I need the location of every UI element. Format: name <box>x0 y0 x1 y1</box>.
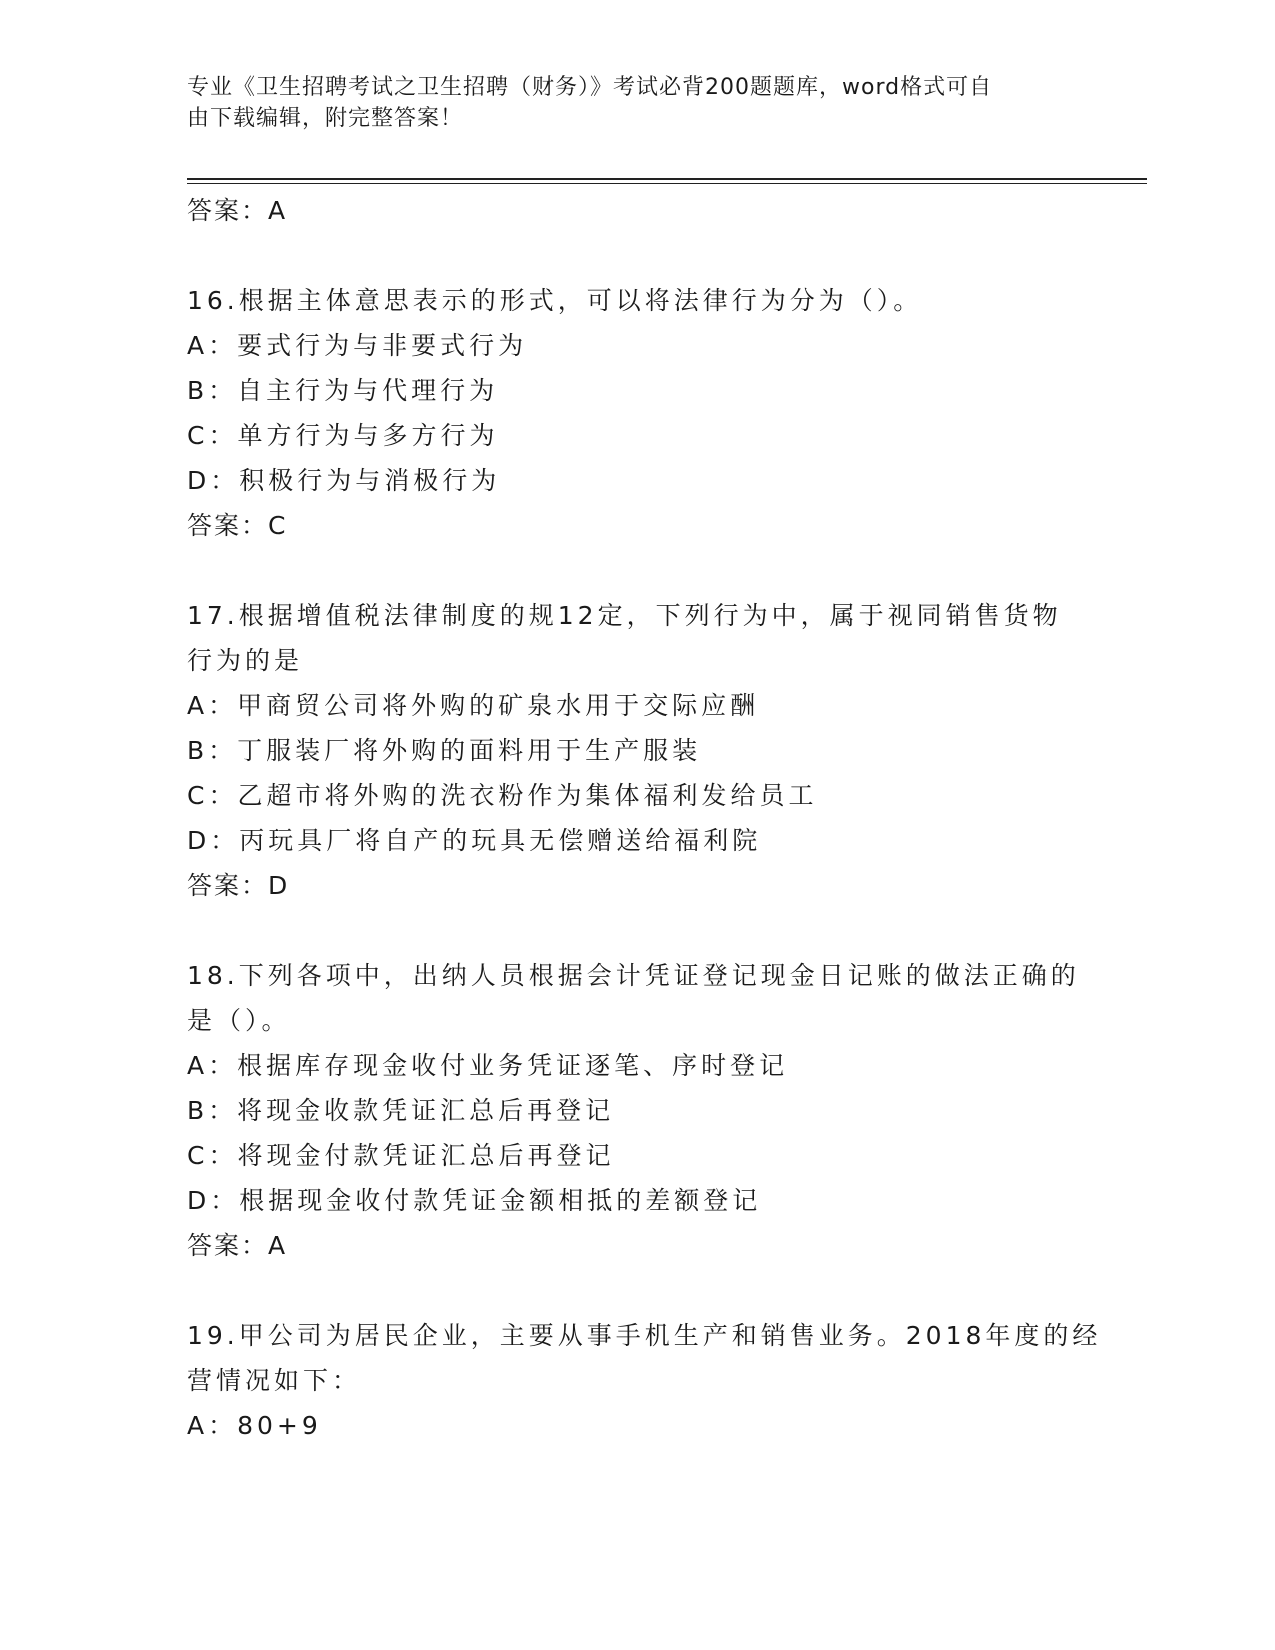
header-divider <box>187 178 1147 180</box>
option-b: B：将现金收款凭证汇总后再登记 <box>187 1096 615 1125</box>
option-d: D：丙玩具厂将自产的玩具无偿赠送给福利院 <box>187 826 762 855</box>
header-line: 由下载编辑，附完整答案！ <box>187 106 464 131</box>
option-a: A：要式行为与非要式行为 <box>187 331 528 360</box>
option-c: C：单方行为与多方行为 <box>187 421 499 450</box>
question-text: 16.根据主体意思表示的形式，可以将法律行为分为（）。 <box>187 286 923 315</box>
answer-line: 答案：A <box>187 1231 288 1260</box>
question-16 <box>187 278 1087 548</box>
question-list <box>187 188 1102 1448</box>
answer-line: 答案：D <box>187 871 290 900</box>
option-b: B：丁服装厂将外购的面料用于生产服装 <box>187 736 702 765</box>
option-b: B：自主行为与代理行为 <box>187 376 499 405</box>
document-header <box>187 72 1067 134</box>
option-c: C：将现金付款凭证汇总后再登记 <box>187 1141 615 1170</box>
question-19 <box>187 1313 1102 1448</box>
question-text: 18.下列各项中，出纳人员根据会计凭证登记现金日记账的做法正确的 <box>187 961 1080 990</box>
question-text-cont: 行为的是 <box>187 646 304 675</box>
question-17 <box>187 593 1087 908</box>
option-a: A：根据库存现金收付业务凭证逐笔、序时登记 <box>187 1051 789 1080</box>
question-18 <box>187 953 1087 1268</box>
option-a: A：甲商贸公司将外购的矿泉水用于交际应酬 <box>187 691 760 720</box>
answer-line: 答案：A <box>187 196 288 225</box>
header-line: 专业《卫生招聘考试之卫生招聘（财务）》考试必背200题题库，word格式可自 <box>187 75 993 100</box>
answer-line: 答案：C <box>187 511 288 540</box>
question-text-cont: 是（）。 <box>187 1006 291 1035</box>
question-text: 19.甲公司为居民企业，主要从事手机生产和销售业务。2018年度的经 <box>187 1321 1102 1350</box>
header-divider-thin <box>187 183 1147 184</box>
option-c: C：乙超市将外购的洗衣粉作为集体福利发给员工 <box>187 781 818 810</box>
question-text: 17.根据增值税法律制度的规12定，下列行为中，属于视同销售货物 <box>187 601 1062 630</box>
option-a: A：80+9 <box>187 1411 322 1440</box>
option-d: D：根据现金收付款凭证金额相抵的差额登记 <box>187 1186 762 1215</box>
option-d: D：积极行为与消极行为 <box>187 466 501 495</box>
question-text-cont: 营情况如下： <box>187 1366 362 1395</box>
